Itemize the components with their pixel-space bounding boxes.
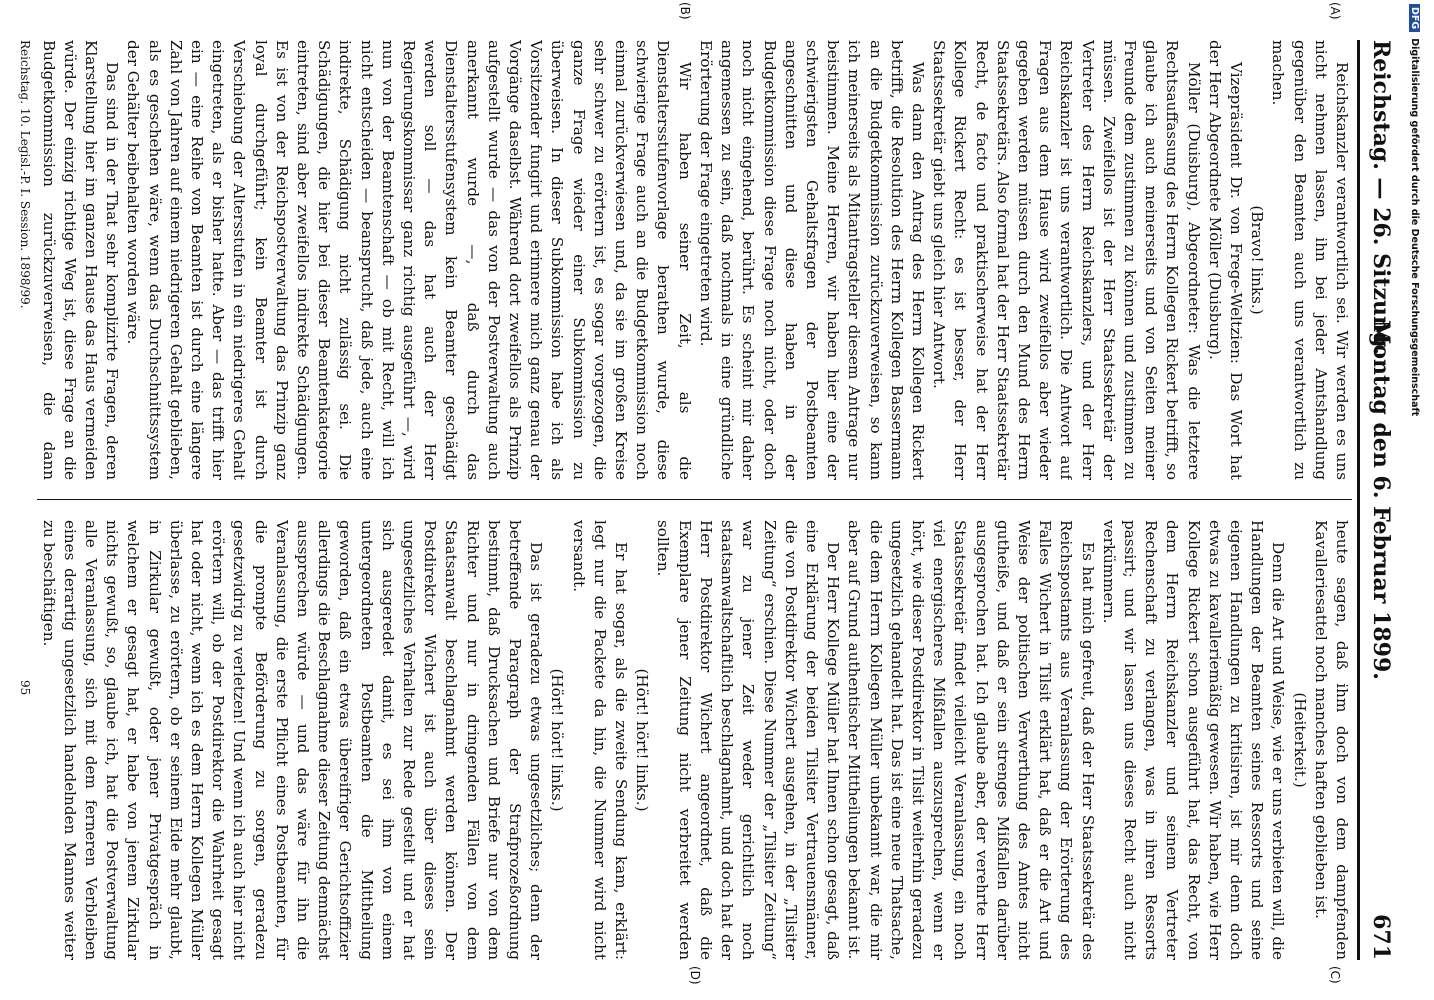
running-header [1362,40,1402,960]
margin-mark-d: (D) [688,966,702,985]
credit-text: Digitalisierung gefördert durch die Deutsche Forschungsgemeinschaft [1409,38,1420,417]
paragraph: Denn die Art und Weise, wie er uns verbieten will, die Handlungen der Beamten seines Ressorts und seine eigenen Handlungen zu kritisiren, ist mir denn doch etwas zu kavalleriemäßig gewesen. Wir haben, wie Herr Kollege Rickert schon ausgeführt hat, das Recht, von dem Herrn Reichskanzler und seinem Vertreter Rechenschaft zu verlangen, was in ihren Ressorts passirt; und wir lassen uns dieses Recht auch nicht verkümmern. [1099,520,1288,960]
paragraph: Was dann den Antrag des Herrn Kollegen Rickert betrifft, die Resolution des Herrn Kollegen Bassermann an die Budgetkommission zurückzuverweisen, so kann ich meinerseits als Mitantragsteller diesem Antrage nur beistimmen. Meine Herren, wir haben hier eine der schwierigsten Gehaltsfragen der Postbeamten angeschnitten und diese haben in der Budgetkommission diese Frage noch nicht, oder doch noch nicht eingehend, berührt. Es scheint mir daher angemessen zu sein, daß nochmals in eine gründliche Erörterung der Frage eingetreten wird. [696,40,927,480]
interjection: (Bravo! links.) [1248,205,1267,315]
paragraph: Es hat mich gefreut, daß der Herr Staatssekretär des Reichspostamts aus Veranlassung der Erörterung des Falles Wichert in Tilsit erklärt hat, daß er die Art und Weise der politischen Verwerthung des Amtes nicht gutheiße, und daß er sein strenges Mißfallen darüber ausgesprochen hat. Ich glaube aber, der verehrte Herr Staatssekretär findet vielleicht Veranlassung, ein noch viel energischeres Mißfallen auszusprechen, wenn er hört, wie dieser Postdirektor in Tilsit weiterhin geradezu ungesetzlich gehandelt hat. Das ist eine neue Thatsache, die dem Herrn Kollegen Müller unbekannt war, die mir aber auf Grund authentischer Mittheilungen bekannt ist. [845,520,1097,960]
paragraph: Vizepräsident Dr. von Frege-Weltzien: Das Wort hat der Herr Abgeordnete Möller (Duisburg). [1205,40,1245,480]
paragraph: Das ist geradezu etwas ungesetzliches; denn der betreffende Paragraph der Strafprozeßordnung bestimmt, daß Drucksachen und Briefe nur von dem Richter und nur in dringenden Fällen von dem Staatsanwalt beschlagnahmt werden können. Der Postdirektor Wichert ist auch über dieses sein ungesetzliches Verhalten zur Rede gestellt und er hat sich ausgeredet damit, es sei ihm von einem untergeordneten Postbeamten die Mittheilung geworden, daß ein etwas übereifriger Gerichtsoffizier allerdings die Beschlagnahme dieser Zeitung demnächst aussprechen würde — und das wäre für ihn die Veranlassung, die erste Pflicht eines Postbeamten, für die prompte Beförderung zu sorgen, geradezu gesetzwidrig zu verletzen! Und wenn ich auch hier nicht erörtern will, ob der Postdirektor die Wahrheit gesagt hat oder nicht, wenn ich es dem Herrn Kollegen Müller überlasse, zu erörtern, ob er seinem Eide mehr glaubt, in Zirkular gewußt, oder jener Privatgespräch in welchem er gesagt hat, er habe von jenem Zirkular nichts gewußt, so, glaube ich, hat die Postverwaltung alle Veranlassung, sich mit dem ferneren Verbleiben eines derartig ungesetzlich handelnden Mannes weiter zu beschäftigen. [39,520,546,960]
left-column [37,40,1352,480]
paragraph: Möller (Duisburg), Abgeordneter: Was die letztere Rechtsauffassung des Herrn Kollegen Rickert betrifft, so glaube ich auch meinerseits und von Seiten meiner Freunde dem zustimmen zu können und zustimmen zu müssen. Zweifellos ist der Herr Staatssekretär der Vertreter des Herrn Reichskanzlers, und der Herr Reichskanzler ist uns verantwortlich. Die Antwort auf Fragen aus dem Hause wird zweifellos aber wieder gegeben werden müssen durch den Mund des Herrn Staatssekretärs. Also formal hat der Herr Staatssekretär Recht, de facto und praktischerweise hat der Herr Kollege Rickert Recht: es ist besser, der Herr Staatssekretär giebt uns gleich hier Antwort. [930,40,1203,480]
footer-session: Reichstag. 10. Legisl.-P. I. Session. 1898/99. [18,40,32,309]
interjection: (Hört! hört! links.) [633,668,652,812]
paragraph: Das sind in der That sehr komplizirte Fragen, deren Klarstellung hier im ganzen Hause das Haus vermeiden würde. Der einzig richtige Weg ist, diese Frage an die Budgetkommission zurückzuverweisen, die dann [39,40,122,480]
margin-mark-b: (B) [678,2,692,20]
header-date: Montag den 6. Februar 1899. [1368,320,1394,680]
interjection: (Heiterkeit.) [1290,692,1309,788]
header-rule [1357,40,1360,960]
column-divider [37,499,1352,500]
footer-signature: 95 [18,680,32,696]
document-page [2,0,1412,1000]
dfg-logo: DFG [1409,4,1420,32]
right-column [37,520,1352,960]
paragraph: Er hat sogar, als die zweite Sendung kam, erklärt: legt nur die Packete da hin, die Nummer wird nicht versandt. [569,520,631,960]
page-number: 671 [1368,914,1394,960]
header-left: Reichstag. — 26. Sitzung. [1368,40,1394,356]
digitization-credit [1406,4,1420,1000]
margin-mark-c: (C) [1328,966,1342,984]
page-footer [10,40,32,960]
paragraph: Der Herr Kollege Müller hat Ihnen schon gesagt, daß eine Erklärung der beiden Tilsiter Vertrauensmänner, die von Postdirektor Wichert ausgehen, in der „Tilsiter Zeitung“ erschien. Diese Nummer der „Tilsiter Zeitung“ war zu jener Zeit weder gerichtlich noch staatsanwaltschaftlich beschlagnahmt, und doch hat der Herr Postdirektor Wichert angeordnet, daß die Exemplare jener Zeitung nicht verbreitet werden sollten. [654,520,843,960]
margin-mark-a: (A) [1328,2,1342,20]
paragraph: heute sagen, daß ihm doch von dem dampfenden Kavalleriesattel noch manches haften geblieben ist. [1311,520,1351,960]
paragraph: Reichskanzler verantwortlich sei. Wir werden es uns nicht nehmen lassen, ihn bei jeder Amtshandlung gegenüber den Beamten auch uns verantwortlich zu machen. [1269,40,1351,480]
paragraph: Wir haben seiner Zeit, als die Dienstaltersstufenvorlage berathen wurde, diese schwierige Frage auch an die Budgetkommission noch einmal zurückverwiesen und, da sie im großen Kreise sehr schwer zu erörtern ist, es sogar vorgezogen, die ganze Frage wieder einer Subkommission zu überweisen. In dieser Subkommission habe ich als Vorsitzender fungirt und erinnere mich ganz genau der Vorgänge daselbst. Während dort zweifellos als Prinzip aufgestellt wurde — das von der Postverwaltung auch anerkannt wurde —, daß durch das Dienstaltersstufensystem kein Beamter geschädigt werden soll — das hat auch der Herr Regierungskommissar ganz richtig ausgeführt —, wird nun von der Beamtenschaft — ob mit Recht, will ich nicht entscheiden — beansprucht, daß jede, auch eine indirekte, Schädigung nicht zulässig sei. Die Schädigungen, die hier bei dieser Beamtenkategorie eintreten, sind aber zweifellos indirekte Schädigungen. Es ist von der Reichspostverwaltung das Prinzip ganz loyal durchgeführt; kein Beamter ist durch Verschiebung der Altersstufen in ein niedrigeres Gehalt eingetreten, als er bisher hatte. Aber — das trifft hier ein — eine Reihe von Beamten ist durch eine längere Zahl von Jahren auf einem niedrigeren Gehalt geblieben, als es geschehen wäre, wenn das Durchschnittssystem der Gehälter beibehalten worden wäre. [124,40,694,480]
interjection: (Hört! hört! links.) [548,668,567,812]
